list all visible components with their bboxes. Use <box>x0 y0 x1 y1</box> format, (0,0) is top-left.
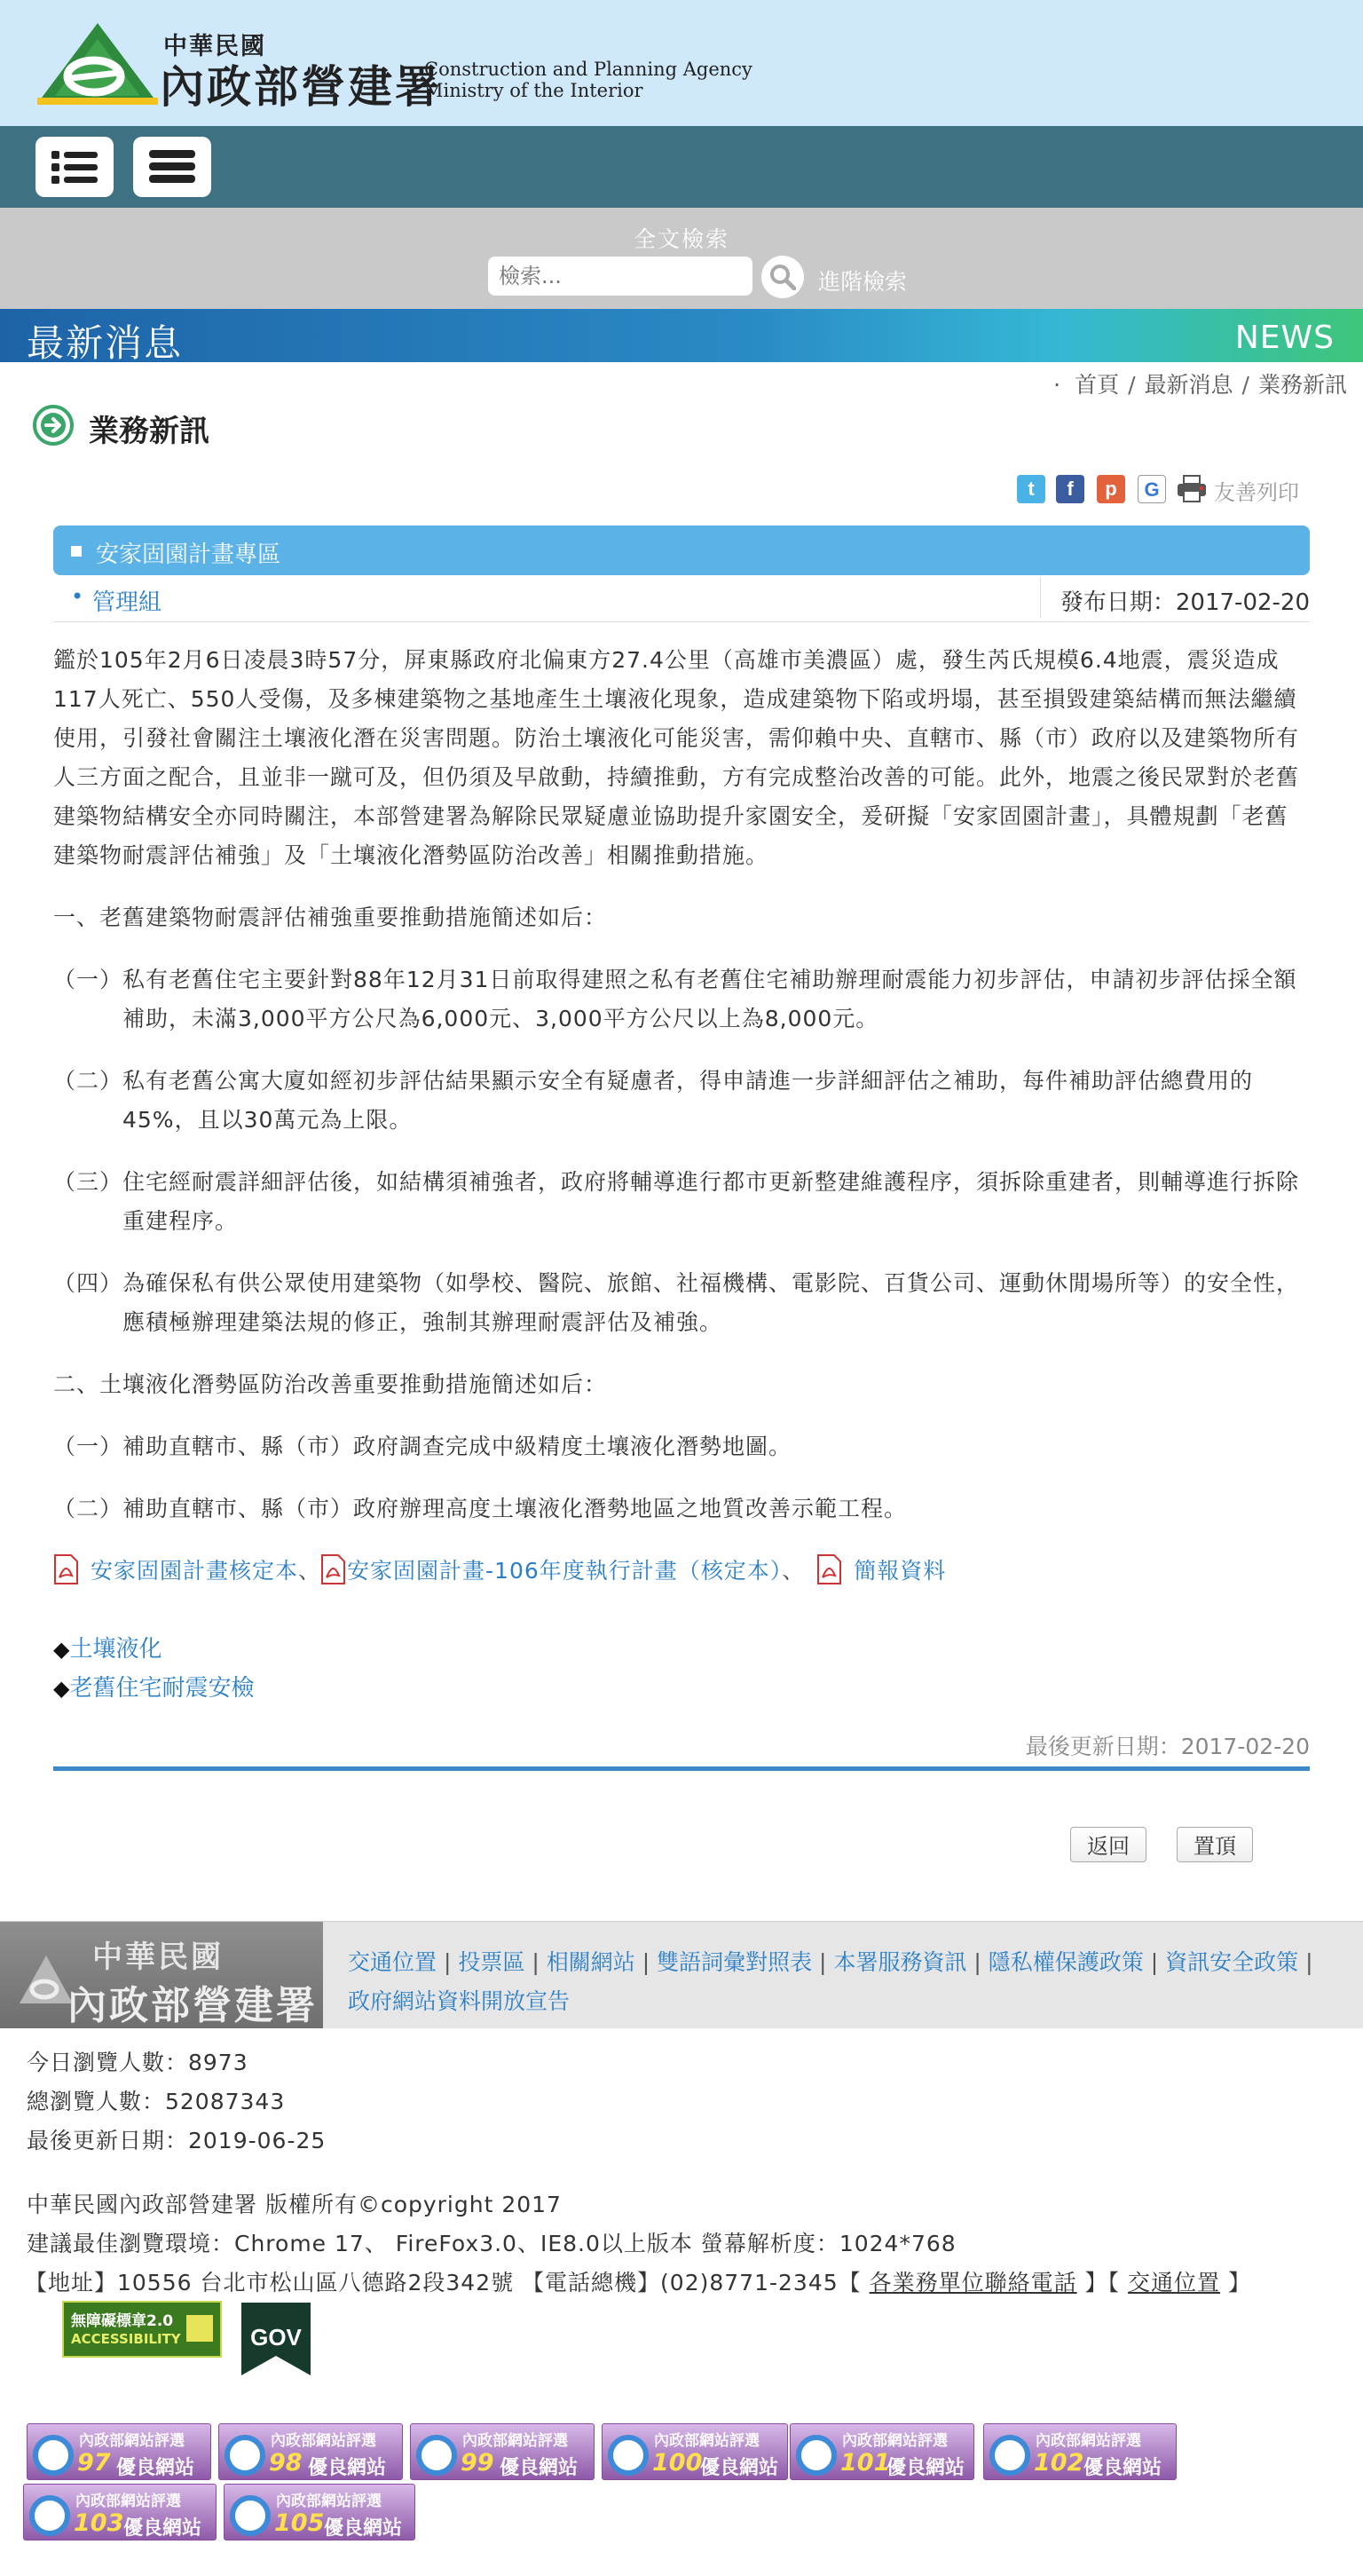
back-to-top-button[interactable]: 置頂 <box>1177 1827 1253 1862</box>
section1-item: （二）私有老舊公寓大廈如經初步評估結果顯示安全有疑慮者，得申請進一步詳細評估之補助，每件補助評估總費用的45%，且以30萬元為上限。 <box>53 1068 1254 1133</box>
award-badge[interactable] <box>224 2484 415 2540</box>
footer-logo <box>0 1922 323 2028</box>
footer-link-sep: | <box>1305 1949 1313 1975</box>
award-badge[interactable] <box>218 2423 403 2480</box>
search-button[interactable] <box>761 256 804 298</box>
back-button[interactable]: 返回 <box>1070 1827 1146 1862</box>
award-title: 內政部網站評選 <box>1036 2432 1141 2450</box>
award-title: 內政部網站評選 <box>842 2432 948 2450</box>
advanced-search-link[interactable]: 進階檢索 <box>818 269 908 295</box>
section2-title: 二、土壤液化潛勢區防治改善重要推動措施簡述如后： <box>53 1371 608 1397</box>
breadcrumb: · 首頁 / 最新消息 / 業務新訊 <box>1053 372 1347 398</box>
hamburger-menu-button[interactable] <box>133 137 211 197</box>
search-title: 全文檢索 <box>633 226 729 252</box>
footer-link[interactable]: 政府網站資料開放宣告 <box>348 1988 571 2014</box>
footer-links <box>348 1943 1342 2021</box>
footer-link[interactable]: 隱私權保護政策 <box>988 1949 1144 1975</box>
footer-link[interactable]: 交通位置 <box>348 1949 437 1975</box>
logo-english-name <box>424 59 752 101</box>
meta-divider <box>1040 577 1041 618</box>
section1-title: 一、老舊建築物耐震評估補強重要推動措施簡述如后： <box>53 905 608 930</box>
award-label: 優良網站 <box>1083 2457 1162 2479</box>
address-text: 【地址】10556 台北市松山區八德路2段342號 【電話總機】(02)8771-2345【 <box>25 2270 870 2295</box>
attachment-separator: 、 <box>298 1558 321 1584</box>
award-logo-icon <box>796 2435 837 2476</box>
footer-link[interactable]: 雙語詞彙對照表 <box>657 1949 813 1975</box>
accessibility-dots-icon <box>186 2315 213 2342</box>
diamond-bullet: ◆ <box>53 1676 70 1701</box>
category-bar <box>53 525 1310 575</box>
publish-date: 發布日期：2017-02-20 <box>1060 589 1310 616</box>
award-logo-icon <box>989 2435 1030 2476</box>
attachments <box>53 1553 946 1585</box>
address-mid: 】【 <box>1076 2270 1129 2295</box>
printer-icon[interactable] <box>1177 475 1207 503</box>
address-line <box>25 2264 1251 2303</box>
award-logo-icon <box>416 2435 457 2476</box>
twitter-icon[interactable]: t <box>1017 475 1045 503</box>
pdf-icon <box>53 1554 78 1584</box>
department-link[interactable]: 管理組 <box>92 589 162 616</box>
banner-news-label: NEWS <box>1234 320 1335 356</box>
breadcrumb-news[interactable]: 最新消息 <box>1144 372 1233 398</box>
meta-row <box>53 575 1310 622</box>
visits-today: 今日瀏覽人數：8973 <box>27 2050 248 2075</box>
award-logo-icon <box>230 2495 271 2536</box>
visits-total: 總瀏覽人數：52087343 <box>27 2089 286 2114</box>
related-link[interactable]: 土壤液化 <box>69 1636 162 1663</box>
site-header <box>0 0 1363 126</box>
search-icon <box>769 264 796 290</box>
award-label: 優良網站 <box>123 2517 202 2540</box>
diamond-bullet: ◆ <box>53 1637 70 1662</box>
copyright: 中華民國內政部營建署 版權所有©copyright 2017 <box>27 2192 562 2217</box>
award-badge[interactable] <box>27 2423 211 2480</box>
breadcrumb-bullet: · <box>1053 372 1061 398</box>
department-bullet: • <box>71 584 84 609</box>
award-label: 優良網站 <box>324 2517 403 2540</box>
award-logo-icon <box>33 2435 74 2476</box>
section1-item: （一）私有老舊住宅主要針對88年12月31日前取得建照之私有老舊住宅補助辦理耐震能力初步評估，申請初步評估採全額補助，未滿3,000平方公尺為6,000元、3,000平方公尺以上為8,000元。 <box>53 967 1297 1031</box>
accessibility-badge-subtitle: ACCESSIBILITY <box>71 2331 181 2347</box>
footer-links-band <box>0 1921 1363 2028</box>
pdf-icon <box>816 1554 841 1584</box>
section-banner <box>0 309 1363 365</box>
attachment-link[interactable]: 簡報資料 <box>854 1558 947 1584</box>
related-item <box>53 1630 254 1669</box>
breadcrumb-home[interactable]: 首頁 <box>1075 372 1120 398</box>
footer-logo-icon <box>18 1952 75 2009</box>
section2-item: （一）補助直轄市、縣（市）政府調查完成中級精度土壤液化潛勢地圖。 <box>53 1434 792 1459</box>
logo-en-line2: Ministry of the Interior <box>424 80 643 101</box>
award-title: 內政部網站評選 <box>276 2493 382 2510</box>
section1-item: （三）住宅經耐震詳細評估後，如結構須補強者，政府將輔導進行都市更新整建維護程序，須拆除重建者，則輔導進行拆除重建程序。 <box>53 1169 1300 1234</box>
search-bar <box>0 208 1363 309</box>
facebook-icon[interactable]: f <box>1056 475 1084 503</box>
footer-logo-agency: 內政部營建署 <box>67 1983 318 2028</box>
related-item <box>53 1669 254 1708</box>
logo-agency-name[interactable]: 內政部營建署 <box>160 61 442 113</box>
award-year: 105 <box>274 2509 325 2537</box>
award-year: 103 <box>74 2509 124 2537</box>
site-updated: 最後更新日期：2019-06-25 <box>27 2128 327 2153</box>
award-title: 內政部網站評選 <box>462 2432 568 2450</box>
award-logo-icon <box>225 2435 265 2476</box>
pdf-icon <box>320 1554 345 1584</box>
accessibility-badge-title: 無障礙標章2.0 <box>71 2312 174 2330</box>
google-icon[interactable]: G <box>1138 475 1166 503</box>
award-badge[interactable] <box>983 2423 1177 2480</box>
award-badge[interactable] <box>602 2423 788 2480</box>
content-divider <box>53 1766 1310 1771</box>
category-bullet <box>71 546 82 557</box>
gov-badge-label: GOV <box>250 2324 302 2351</box>
award-title: 內政部網站評選 <box>79 2432 185 2450</box>
article-body <box>53 641 1310 1552</box>
award-year: 102 <box>1034 2449 1084 2477</box>
award-badge[interactable] <box>410 2423 595 2480</box>
agency-logo-icon[interactable] <box>35 20 160 108</box>
related-links <box>53 1630 254 1708</box>
award-year: 100 <box>652 2449 703 2477</box>
footer-link-sep: | <box>642 1949 650 1975</box>
attachment-link[interactable]: 安家固園計畫-106年度執行計畫（核定本） <box>347 1558 783 1584</box>
award-title: 內政部網站評選 <box>75 2493 181 2510</box>
section2-item: （二）補助直轄市、縣（市）政府辦理高度土壤液化潛勢地區之地質改善示範工程。 <box>53 1496 908 1521</box>
related-link[interactable]: 老舊住宅耐震安檢 <box>69 1675 255 1702</box>
footer-link-sep: | <box>973 1949 981 1975</box>
accessibility-badge[interactable] <box>62 2301 222 2358</box>
page-title: 業務新訊 <box>89 414 209 449</box>
award-badge[interactable] <box>790 2423 974 2480</box>
hamburger-menu-icon <box>149 149 195 185</box>
award-logo-icon <box>608 2435 649 2476</box>
gov-badge[interactable] <box>238 2299 314 2381</box>
award-title: 內政部網站評選 <box>271 2432 376 2450</box>
last-update-date: 最後更新日期：2017-02-20 <box>1025 1734 1310 1759</box>
browser-recommendation: 建議最佳瀏覽環境：Chrome 17、 FireFox3.0、IE8.0以上版本 螢幕解析度：1024*768 <box>27 2231 957 2256</box>
footer-link[interactable]: 相關網站 <box>546 1949 635 1975</box>
award-logo-icon <box>29 2495 70 2536</box>
award-label: 優良網站 <box>700 2457 779 2479</box>
search-input[interactable] <box>488 257 752 296</box>
footer-link-sep: | <box>532 1949 540 1975</box>
award-label: 優良網站 <box>308 2457 387 2479</box>
footer-link-sep: | <box>1150 1949 1159 1975</box>
plurk-icon[interactable]: p <box>1097 475 1125 503</box>
list-menu-icon <box>51 149 98 185</box>
footer-link[interactable]: 資訊安全政策 <box>1165 1949 1299 1975</box>
award-year: 99 <box>461 2449 494 2477</box>
footer-link[interactable]: 本署服務資訊 <box>833 1949 967 1975</box>
footer-link-sep: | <box>443 1949 452 1975</box>
breadcrumb-current: 業務新訊 <box>1257 372 1347 398</box>
award-title: 內政部網站評選 <box>654 2432 760 2450</box>
article-intro: 鑑於105年2月6日凌晨3時57分，屏東縣政府北偏東方27.4公里（高雄市美濃區）處，發生芮氏規模6.4地震，震災造成117人死亡、550人受傷，及多棟建築物之基地產生土壤液化現象，造成建築物下陷或坍塌，甚至損毀建築結構而無法繼續使用，引發社會關注土壤液化潛在災害問題。防治土壤液化可能災害，需仰賴中央、直轄市、縣（市）政府以及建築物所有人三方面之配合，且並非一蹴可及，但仍須及早啟動，持續推動，方有完成整治改善的可能。此外，地震之後民眾對於老舊建築物結構安全亦同時關注，本部營建署為解除民眾疑慮並協助提升家園安全，爰研擬「安家固園計畫」，具體規劃「老舊建築物耐震評估補強」及「土壤液化潛勢區防治改善」相關推動措施。 <box>53 647 1300 868</box>
banner-title: 最新消息 <box>27 321 184 365</box>
award-label: 優良網站 <box>116 2457 195 2479</box>
logo-en-line1: Construction and Planning Agency <box>424 59 752 80</box>
contact-phones-link[interactable]: 各業務單位聯絡電話 <box>869 2270 1077 2295</box>
print-link[interactable]: 友善列印 <box>1214 480 1299 505</box>
menu-bar <box>0 126 1363 208</box>
award-label: 優良網站 <box>886 2457 965 2479</box>
award-year: 97 <box>77 2449 111 2477</box>
list-menu-button[interactable] <box>35 137 114 197</box>
transport-link[interactable]: 交通位置 <box>1128 2270 1221 2295</box>
address-end: 】 <box>1220 2270 1251 2295</box>
footer-link[interactable]: 投票區 <box>458 1949 525 1975</box>
arrow-circle-icon <box>32 404 75 446</box>
award-year: 101 <box>840 2449 891 2477</box>
attachment-link[interactable]: 安家固園計畫核定本 <box>91 1558 299 1584</box>
award-label: 優良網站 <box>500 2457 579 2479</box>
logo-country: 中華民國 <box>163 33 266 60</box>
footer-logo-country: 中華民國 <box>92 1940 224 1975</box>
footer-link-sep: | <box>819 1949 827 1975</box>
attachment-separator: 、 <box>782 1558 805 1584</box>
section1-item: （四）為確保私有供公眾使用建築物（如學校、醫院、旅館、社福機構、電影院、百貨公司、運動休閒場所等）的安全性，應積極辦理建築法規的修正，強制其辦理耐震評估及補強。 <box>53 1270 1300 1335</box>
footer-info <box>27 2043 1251 2303</box>
category-label: 安家固園計畫專區 <box>96 541 281 568</box>
award-badge[interactable] <box>23 2484 217 2540</box>
award-year: 98 <box>269 2449 303 2477</box>
